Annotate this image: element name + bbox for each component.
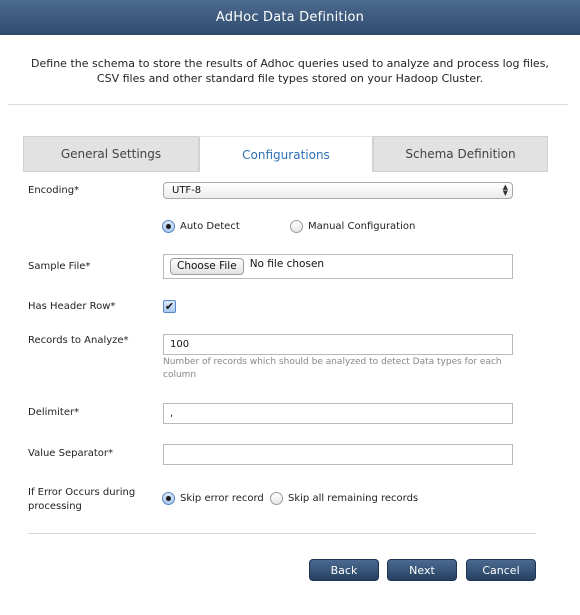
window-title: AdHoc Data Definition [0, 0, 580, 35]
value-separator-label: Value Separator* [28, 448, 114, 459]
select-arrows-icon: ▲ ▼ [502, 183, 508, 197]
divider [8, 104, 568, 105]
encoding-label: Encoding* [28, 185, 80, 196]
records-label: Records to Analyze* [28, 335, 129, 346]
footer-divider [28, 533, 536, 534]
tab-configurations[interactable]: Configurations [199, 136, 373, 172]
cancel-button[interactable]: Cancel [466, 559, 536, 581]
delimiter-input[interactable]: , [163, 403, 513, 424]
encoding-value: UTF-8 [172, 185, 202, 196]
skip-all-label: Skip all remaining records [288, 493, 419, 504]
intro-text: Define the schema to store the results of Adhoc queries used to analyze and process log files, CSV files and other standard file types stored on your Hadoop Cluster. [31, 57, 549, 85]
encoding-select[interactable] [163, 182, 513, 199]
auto-detect-radio[interactable] [162, 220, 175, 233]
has-header-checkbox[interactable]: ✔ [164, 300, 175, 313]
manual-config-label: Manual Configuration [308, 221, 416, 232]
skip-error-option[interactable] [162, 492, 264, 505]
value-separator-input[interactable] [163, 444, 513, 465]
has-header-label: Has Header Row* [28, 301, 116, 312]
manual-config-option[interactable] [290, 220, 415, 233]
skip-error-label: Skip error record [180, 493, 264, 504]
choose-file-button[interactable]: Choose File [170, 258, 244, 275]
sample-file-field [163, 254, 513, 279]
manual-config-radio[interactable] [290, 220, 303, 233]
back-button[interactable]: Back [309, 559, 379, 581]
records-help: Number of records which should be analyzed to detect Data types for each column [163, 357, 502, 380]
tab-general-settings[interactable]: General Settings [23, 136, 199, 172]
delimiter-label: Delimiter* [28, 407, 80, 418]
auto-detect-option[interactable] [162, 220, 240, 233]
records-input[interactable]: 100 [163, 334, 513, 355]
on-error-label: If Error Occurs during processing [28, 487, 136, 512]
auto-detect-label: Auto Detect [180, 221, 240, 232]
tab-bar [23, 136, 548, 172]
skip-error-radio[interactable] [162, 492, 175, 505]
file-status: No file chosen [249, 257, 325, 270]
skip-all-option[interactable] [270, 492, 418, 505]
next-button[interactable]: Next [387, 559, 457, 581]
sample-file-label: Sample File* [28, 261, 91, 272]
tab-schema-definition[interactable]: Schema Definition [373, 136, 548, 172]
skip-all-radio[interactable] [270, 492, 283, 505]
